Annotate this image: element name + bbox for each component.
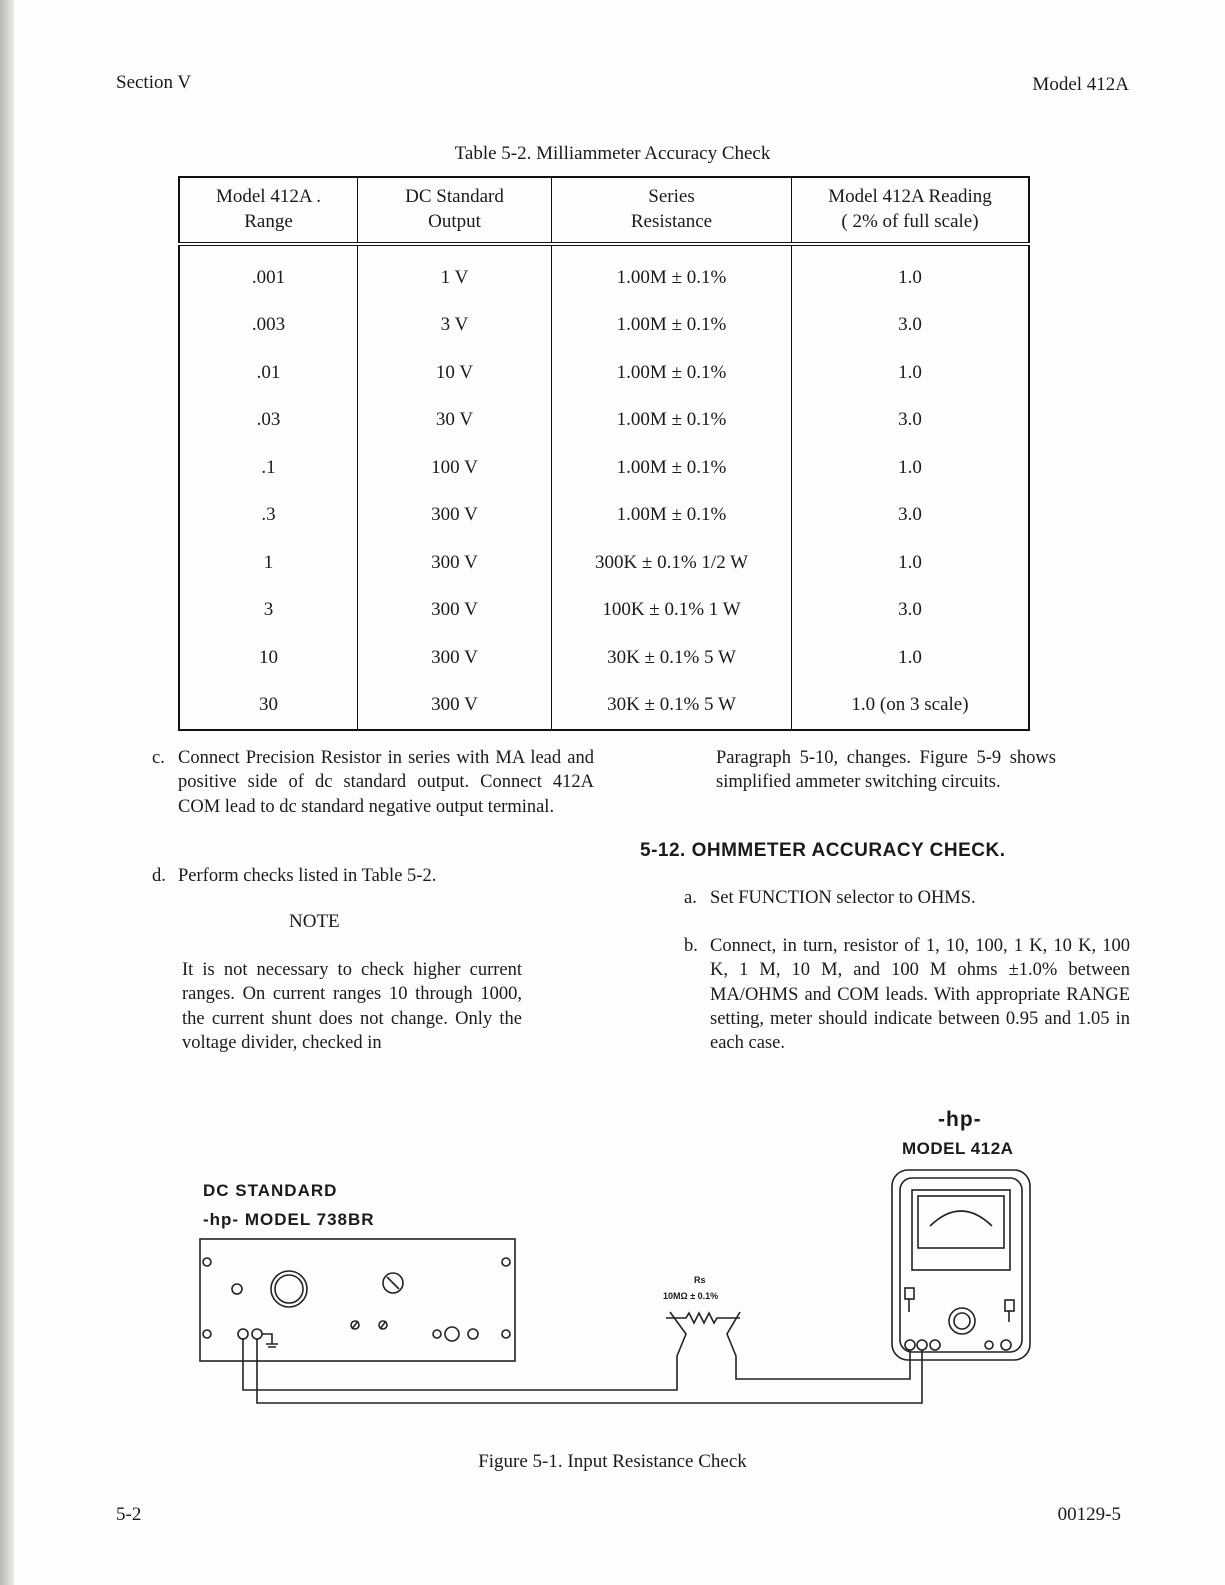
cell: 100K ± 0.1% 1 W: [552, 587, 792, 635]
header-reading: Model 412A Reading ( 2% of full scale): [792, 177, 1030, 244]
lead-positive: [243, 1339, 677, 1390]
cell: 1.00M ± 0.1%: [552, 397, 792, 445]
cell: 300 V: [358, 634, 552, 682]
cell: 1.0 (on 3 scale): [792, 682, 1030, 731]
cell: 1.00M ± 0.1%: [552, 492, 792, 540]
note-title: NOTE: [289, 911, 340, 932]
step-b-text: Connect, in turn, resistor of 1, 10, 100, 1 K, 10 K, 100 K, 1 M, 10 M, and 100 M ohms ±1.0% between MA/OHMS and COM leads. With appropriate RANGE setting, meter should indicate between 0.95 and 1.05 in each case.: [710, 936, 1130, 1054]
cell: .01: [256, 361, 281, 383]
header-series-resistance: Series Resistance: [552, 177, 792, 244]
cell: 10 V: [358, 349, 552, 397]
panel-screw-icon: [502, 1330, 510, 1338]
cell: 30: [259, 694, 278, 716]
step-c-text: Connect Precision Resistor in series with MA lead and positive side of dc standard output. Connect 412A COM lead to dc standard negative output terminal.: [178, 748, 594, 817]
cell: .3: [261, 504, 276, 526]
cell: 1.00M ± 0.1%: [552, 349, 792, 397]
step-d-text: Perform checks listed in Table 5-2.: [178, 866, 437, 886]
header-dc-output: DC Standard Output: [358, 177, 552, 244]
cell: 3.0: [792, 587, 1030, 635]
cell: 1.0: [792, 349, 1030, 397]
panel-screw-icon: [203, 1330, 211, 1338]
step-d-label: d.: [152, 866, 166, 886]
cell: .03: [256, 409, 281, 431]
cell: 10: [259, 646, 278, 668]
cell: 1.0: [792, 444, 1030, 492]
range-switch-icon: [1005, 1300, 1014, 1311]
lead-common: [257, 1339, 922, 1403]
document-number: 00129-5: [1057, 1504, 1121, 1525]
voltage-dial-icon: [271, 1271, 307, 1307]
pilot-lamp-icon: [232, 1284, 242, 1294]
dc-standard-model: -hp- MODEL 738BR: [203, 1210, 375, 1229]
figure-caption: Figure 5-1. Input Resistance Check: [478, 1451, 747, 1472]
cell: .1: [261, 456, 276, 478]
cell: 1.0: [792, 539, 1030, 587]
resistor-value: 10MΩ ± 0.1%: [663, 1291, 719, 1301]
panel-screw-icon: [203, 1258, 211, 1266]
terminal-icon: [1001, 1340, 1011, 1350]
cell: 1: [263, 551, 274, 573]
page-number: 5-2: [116, 1504, 142, 1525]
cell: 3 V: [358, 302, 552, 350]
step-b-label: b.: [684, 936, 698, 956]
output-terminal-icon: [468, 1329, 478, 1339]
cell: 3.0: [792, 492, 1030, 540]
header-section: Section V: [116, 72, 192, 93]
cell: 30 V: [358, 397, 552, 445]
cell: 300K ± 0.1% 1/2 W: [552, 539, 792, 587]
ground-icon: [262, 1334, 278, 1347]
lead-ma: [736, 1350, 910, 1379]
cell: 1.0: [792, 634, 1030, 682]
cell: 300 V: [358, 492, 552, 540]
meter-model-label: MODEL 412A: [902, 1139, 1014, 1158]
cell: 1 V: [358, 244, 552, 302]
cell: 300 V: [358, 587, 552, 635]
section-heading: 5-12. OHMMETER ACCURACY CHECK.: [640, 840, 1006, 861]
cell: 1.0: [792, 244, 1030, 302]
table-caption: Table 5-2. Milliammeter Accuracy Check: [454, 143, 771, 164]
cell: 3.0: [792, 302, 1030, 350]
function-switch-icon: [905, 1288, 914, 1299]
terminal-icon: [930, 1340, 940, 1350]
cell: 1.00M ± 0.1%: [552, 244, 792, 302]
ma-ohms-terminal-icon: [905, 1340, 915, 1350]
zero-adjust-knob-icon: [949, 1308, 975, 1334]
resistor-name: Rs: [694, 1275, 706, 1285]
cell: .001: [251, 266, 286, 288]
positive-terminal-icon: [238, 1329, 248, 1339]
cell: 100 V: [358, 444, 552, 492]
cell: 300 V: [358, 539, 552, 587]
cell: .003: [251, 314, 286, 336]
cell: 1.00M ± 0.1%: [552, 444, 792, 492]
cell: 30K ± 0.1% 5 W: [552, 682, 792, 731]
hp-logo: -hp-: [938, 1108, 982, 1131]
step-a-label: a.: [684, 888, 697, 908]
cell: 300 V: [358, 682, 552, 731]
cell: 30K ± 0.1% 5 W: [552, 634, 792, 682]
cell: 3: [263, 599, 274, 621]
cell: 1.00M ± 0.1%: [552, 302, 792, 350]
meter-scale-icon: [930, 1211, 992, 1226]
paragraph-continuation: Paragraph 5-10, changes. Figure 5-9 shows simplified ammeter switching circuits.: [716, 748, 1056, 793]
step-c-label: c.: [152, 748, 165, 768]
note-text: It is not necessary to check higher current ranges. On current ranges 10 through 1000, the current shunt does not change. Only the voltage divider, checked in: [182, 960, 522, 1053]
header-model: Model 412A: [1032, 74, 1129, 95]
cell: 3.0: [792, 397, 1030, 445]
meter-face: [912, 1190, 1010, 1270]
panel-screw-icon: [502, 1258, 510, 1266]
header-range: Model 412A . Range: [179, 177, 358, 244]
dc-standard-panel: [200, 1239, 515, 1361]
terminal-icon: [985, 1341, 993, 1349]
dc-standard-label: DC STANDARD: [203, 1181, 338, 1200]
step-a-text: Set FUNCTION selector to OHMS.: [710, 888, 976, 908]
negative-terminal-icon: [252, 1329, 262, 1339]
com-terminal-icon: [917, 1340, 927, 1350]
output-terminal-icon: [445, 1327, 459, 1341]
